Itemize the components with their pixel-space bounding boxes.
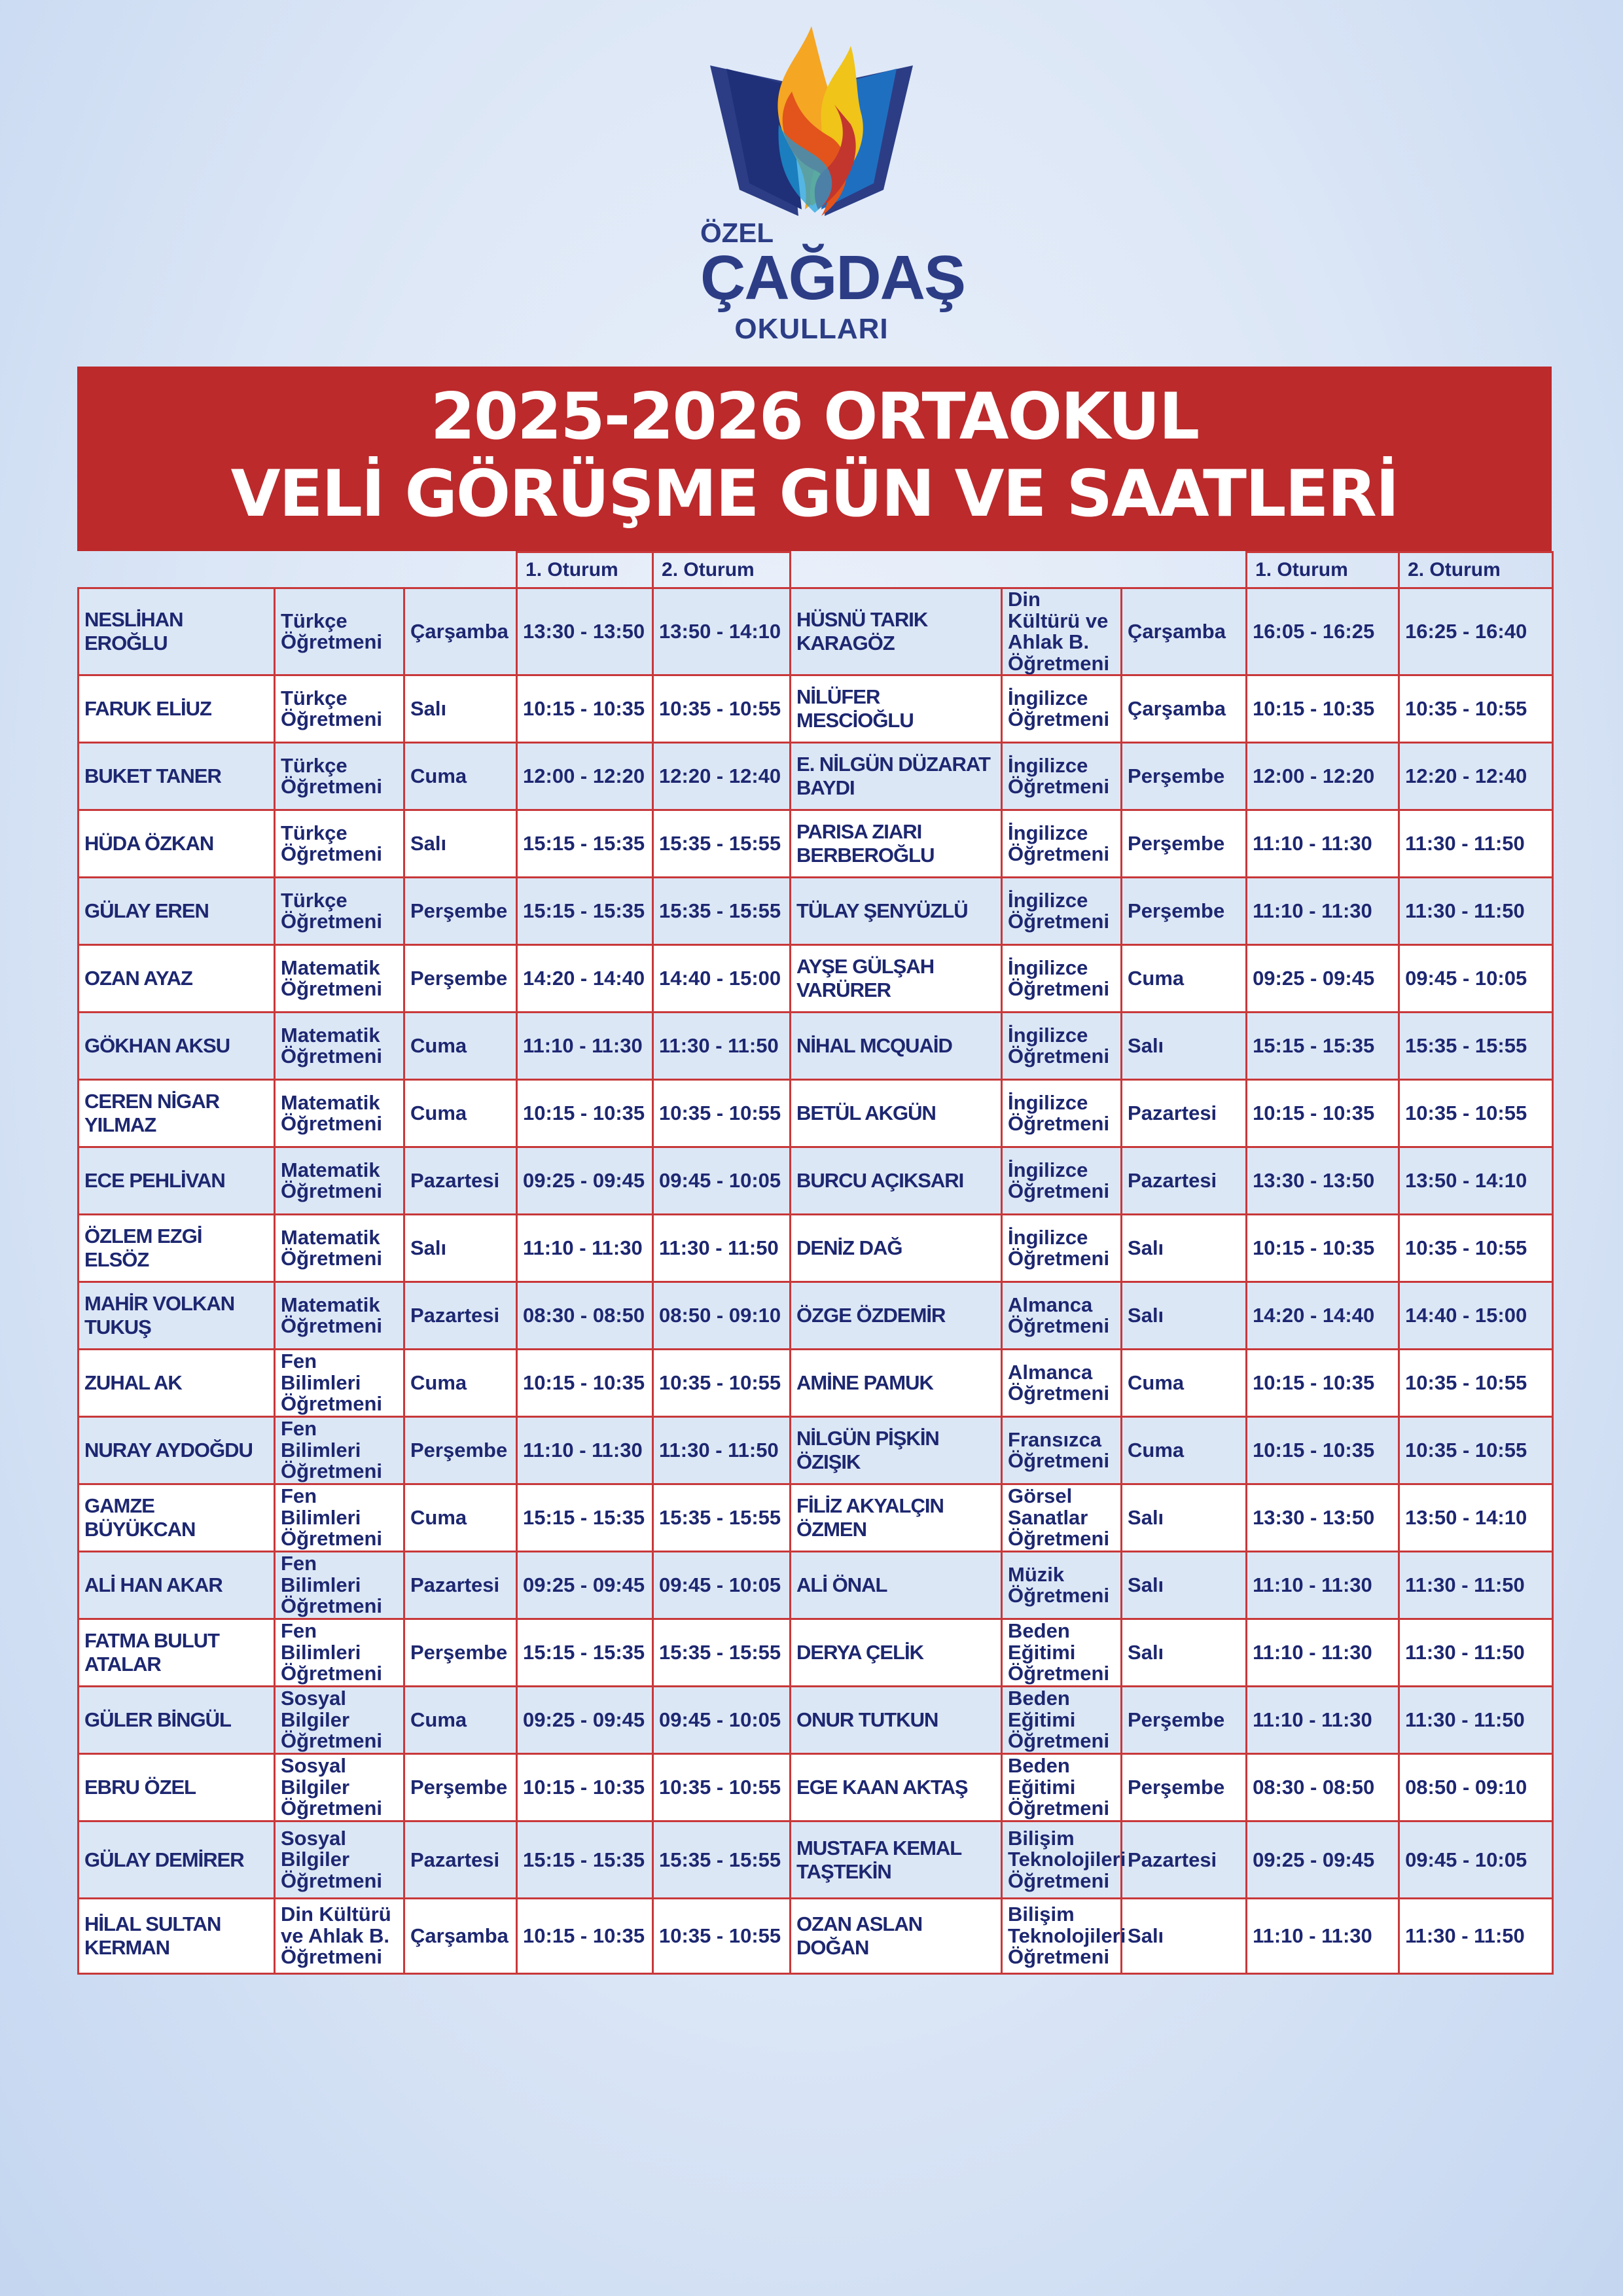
teacher-name: ALİ ÖNAL <box>791 1552 1002 1619</box>
session-1-time: 11:10 - 11:30 <box>1247 1687 1399 1754</box>
meeting-day: Perşembe <box>404 1619 517 1687</box>
session-1-time: 12:00 - 12:20 <box>517 743 653 810</box>
teacher-name: OZAN ASLAN DOĞAN <box>791 1899 1002 1974</box>
teacher-name: NİHAL MCQUAİD <box>791 1013 1002 1080</box>
teacher-branch: İngilizce Öğretmeni <box>1002 1013 1122 1080</box>
teacher-name: NESLİHAN EROĞLU <box>79 588 275 675</box>
session-2-time: 16:25 - 16:40 <box>1399 588 1553 675</box>
meeting-day: Çarşamba <box>1122 675 1247 743</box>
teacher-branch: Din Kültürü ve Ahlak B. Öğretmeni <box>275 1899 404 1974</box>
teacher-branch: Türkçe Öğretmeni <box>275 810 404 878</box>
teacher-branch: Matematik Öğretmeni <box>275 945 404 1013</box>
meeting-day: Perşembe <box>404 945 517 1013</box>
table-row <box>79 1417 1553 1484</box>
teacher-branch: Türkçe Öğretmeni <box>275 743 404 810</box>
teacher-name: ONUR TUTKUN <box>791 1687 1002 1754</box>
session-2-time: 12:20 - 12:40 <box>653 743 791 810</box>
meeting-day: Salı <box>1122 1899 1247 1974</box>
session-2-time: 10:35 - 10:55 <box>1399 1417 1553 1484</box>
teacher-name: EGE KAAN AKTAŞ <box>791 1754 1002 1821</box>
meeting-day: Cuma <box>404 743 517 810</box>
teacher-branch: Fen Bilimleri Öğretmeni <box>275 1552 404 1619</box>
teacher-branch: İngilizce Öğretmeni <box>1002 878 1122 945</box>
session-2-time: 10:35 - 10:55 <box>1399 1080 1553 1147</box>
meeting-day: Salı <box>404 810 517 878</box>
teacher-name: HÜDA ÖZKAN <box>79 810 275 878</box>
table-header-row <box>79 552 1553 588</box>
meeting-day: Cuma <box>1122 1350 1247 1417</box>
table-row <box>79 1687 1553 1754</box>
session-1-time: 09:25 - 09:45 <box>517 1552 653 1619</box>
meeting-day: Cuma <box>404 1484 517 1552</box>
session-1-time: 15:15 - 15:35 <box>517 1619 653 1687</box>
teacher-branch: Bilişim Teknolojileri Öğretmeni <box>1002 1821 1122 1899</box>
teacher-name: HİLAL SULTAN KERMAN <box>79 1899 275 1974</box>
teacher-branch: Fen Bilimleri Öğretmeni <box>275 1417 404 1484</box>
session-1-time: 10:15 - 10:35 <box>1247 1417 1399 1484</box>
teacher-name: E. NİLGÜN DÜZARAT BAYDI <box>791 743 1002 810</box>
meeting-day: Perşembe <box>404 1754 517 1821</box>
table-row <box>79 1215 1553 1282</box>
teacher-branch: İngilizce Öğretmeni <box>1002 743 1122 810</box>
teacher-name: OZAN AYAZ <box>79 945 275 1013</box>
session-1-time: 11:10 - 11:30 <box>517 1215 653 1282</box>
meeting-day: Perşembe <box>1122 1754 1247 1821</box>
teacher-name: EBRU ÖZEL <box>79 1754 275 1821</box>
teacher-branch: Sosyal Bilgiler Öğretmeni <box>275 1687 404 1754</box>
session-1-time: 10:15 - 10:35 <box>1247 1215 1399 1282</box>
teacher-name: MAHİR VOLKAN TUKUŞ <box>79 1282 275 1350</box>
teacher-name: MUSTAFA KEMAL TAŞTEKİN <box>791 1821 1002 1899</box>
book-flame-icon <box>700 20 923 216</box>
teacher-branch: Sosyal Bilgiler Öğretmeni <box>275 1754 404 1821</box>
session-1-time: 13:30 - 13:50 <box>1247 1147 1399 1215</box>
meeting-day: Cuma <box>1122 945 1247 1013</box>
session-1-time: 10:15 - 10:35 <box>1247 675 1399 743</box>
teacher-branch: Türkçe Öğretmeni <box>275 588 404 675</box>
session-2-time: 09:45 - 10:05 <box>653 1147 791 1215</box>
teacher-name: CEREN NİGAR YILMAZ <box>79 1080 275 1147</box>
teacher-branch: Sosyal Bilgiler Öğretmeni <box>275 1821 404 1899</box>
session-2-time: 10:35 - 10:55 <box>653 1080 791 1147</box>
session-2-time: 15:35 - 15:55 <box>653 1619 791 1687</box>
logo-text-cagdas: ÇAĞDAŞ <box>700 243 965 313</box>
meeting-day: Salı <box>1122 1484 1247 1552</box>
session-1-time: 11:10 - 11:30 <box>1247 1552 1399 1619</box>
table-row <box>79 878 1553 945</box>
meeting-day: Çarşamba <box>404 588 517 675</box>
teacher-name: ÖZLEM EZGİ ELSÖZ <box>79 1215 275 1282</box>
meeting-day: Pazartesi <box>1122 1147 1247 1215</box>
teacher-name: GÜLER BİNGÜL <box>79 1687 275 1754</box>
meeting-day: Cuma <box>404 1013 517 1080</box>
session-2-time: 10:35 - 10:55 <box>653 675 791 743</box>
teacher-name: ALİ HAN AKAR <box>79 1552 275 1619</box>
teacher-branch: Türkçe Öğretmeni <box>275 675 404 743</box>
table-row <box>79 810 1553 878</box>
teacher-branch: Beden Eğitimi Öğretmeni <box>1002 1687 1122 1754</box>
meeting-day: Salı <box>404 675 517 743</box>
session-1-time: 11:10 - 11:30 <box>1247 810 1399 878</box>
teacher-branch: Müzik Öğretmeni <box>1002 1552 1122 1619</box>
teacher-branch: İngilizce Öğretmeni <box>1002 945 1122 1013</box>
session-2-time: 13:50 - 14:10 <box>653 588 791 675</box>
session-1-time: 10:15 - 10:35 <box>1247 1350 1399 1417</box>
meeting-day: Pazartesi <box>404 1282 517 1350</box>
session-2-time: 11:30 - 11:50 <box>653 1417 791 1484</box>
meeting-day: Pazartesi <box>404 1552 517 1619</box>
session-2-time: 15:35 - 15:55 <box>653 878 791 945</box>
teacher-name: NİLGÜN PİŞKİN ÖZIŞIK <box>791 1417 1002 1484</box>
meeting-day: Cuma <box>404 1687 517 1754</box>
teacher-branch: Fen Bilimleri Öğretmeni <box>275 1350 404 1417</box>
session-2-time: 14:40 - 15:00 <box>653 945 791 1013</box>
session-1-time: 08:30 - 08:50 <box>517 1282 653 1350</box>
teacher-branch: Beden Eğitimi Öğretmeni <box>1002 1754 1122 1821</box>
session-2-time: 09:45 - 10:05 <box>653 1687 791 1754</box>
meeting-day: Çarşamba <box>1122 588 1247 675</box>
table-row <box>79 1080 1553 1147</box>
meeting-day: Pazartesi <box>404 1147 517 1215</box>
logo-text-okullari: OKULLARI <box>734 313 889 345</box>
session-2-time: 08:50 - 09:10 <box>1399 1754 1553 1821</box>
table-row <box>79 1754 1553 1821</box>
teacher-name: GÖKHAN AKSU <box>79 1013 275 1080</box>
meeting-day: Salı <box>1122 1215 1247 1282</box>
session-2-time: 08:50 - 09:10 <box>653 1282 791 1350</box>
teacher-name: GÜLAY EREN <box>79 878 275 945</box>
teacher-branch: Fen Bilimleri Öğretmeni <box>275 1619 404 1687</box>
title-banner <box>77 367 1552 551</box>
meeting-day: Cuma <box>1122 1417 1247 1484</box>
meeting-day: Salı <box>1122 1552 1247 1619</box>
session-1-time: 10:15 - 10:35 <box>517 1754 653 1821</box>
teacher-name: HÜSNÜ TARIK KARAGÖZ <box>791 588 1002 675</box>
session-1-time: 08:30 - 08:50 <box>1247 1754 1399 1821</box>
table-row <box>79 675 1553 743</box>
header-session-2-left: 2. Oturum <box>653 552 791 588</box>
teacher-branch: Matematik Öğretmeni <box>275 1013 404 1080</box>
session-1-time: 15:15 - 15:35 <box>517 1484 653 1552</box>
session-2-time: 10:35 - 10:55 <box>653 1350 791 1417</box>
table-row <box>79 1484 1553 1552</box>
teacher-name: AMİNE PAMUK <box>791 1350 1002 1417</box>
teacher-branch: İngilizce Öğretmeni <box>1002 675 1122 743</box>
session-2-time: 15:35 - 15:55 <box>653 810 791 878</box>
session-1-time: 10:15 - 10:35 <box>517 675 653 743</box>
session-2-time: 13:50 - 14:10 <box>1399 1147 1553 1215</box>
session-2-time: 11:30 - 11:50 <box>653 1013 791 1080</box>
session-2-time: 09:45 - 10:05 <box>653 1552 791 1619</box>
session-1-time: 10:15 - 10:35 <box>517 1080 653 1147</box>
teacher-name: GAMZE BÜYÜKCAN <box>79 1484 275 1552</box>
teacher-branch: Matematik Öğretmeni <box>275 1080 404 1147</box>
teacher-branch: Matematik Öğretmeni <box>275 1215 404 1282</box>
teacher-name: FİLİZ AKYALÇIN ÖZMEN <box>791 1484 1002 1552</box>
teacher-name: GÜLAY DEMİRER <box>79 1821 275 1899</box>
meeting-day: Perşembe <box>1122 743 1247 810</box>
teacher-branch: İngilizce Öğretmeni <box>1002 1215 1122 1282</box>
teacher-branch: Beden Eğitimi Öğretmeni <box>1002 1619 1122 1687</box>
session-2-time: 11:30 - 11:50 <box>1399 810 1553 878</box>
page-title: 2025-2026 ORTAOKUL <box>430 380 1199 454</box>
teacher-branch: İngilizce Öğretmeni <box>1002 1080 1122 1147</box>
teacher-name: FATMA BULUT ATALAR <box>79 1619 275 1687</box>
school-logo <box>700 20 965 347</box>
meeting-day: Perşembe <box>1122 1687 1247 1754</box>
session-1-time: 14:20 - 14:40 <box>517 945 653 1013</box>
meeting-day: Perşembe <box>1122 878 1247 945</box>
session-2-time: 11:30 - 11:50 <box>1399 1687 1553 1754</box>
session-2-time: 11:30 - 11:50 <box>1399 1899 1553 1974</box>
table-row <box>79 1350 1553 1417</box>
teacher-name: ÖZGE ÖZDEMİR <box>791 1282 1002 1350</box>
session-1-time: 13:30 - 13:50 <box>1247 1484 1399 1552</box>
table-row <box>79 1552 1553 1619</box>
teacher-branch: Fen Bilimleri Öğretmeni <box>275 1484 404 1552</box>
teacher-branch: Almanca Öğretmeni <box>1002 1282 1122 1350</box>
session-2-time: 14:40 - 15:00 <box>1399 1282 1553 1350</box>
table-row <box>79 1899 1553 1974</box>
teacher-name: AYŞE GÜLŞAH VARÜRER <box>791 945 1002 1013</box>
session-1-time: 15:15 - 15:35 <box>517 878 653 945</box>
session-2-time: 10:35 - 10:55 <box>1399 675 1553 743</box>
session-1-time: 11:10 - 11:30 <box>1247 878 1399 945</box>
session-2-time: 10:35 - 10:55 <box>653 1754 791 1821</box>
teacher-name: BURCU AÇIKSARI <box>791 1147 1002 1215</box>
meeting-day: Perşembe <box>404 1417 517 1484</box>
teacher-name: DENİZ DAĞ <box>791 1215 1002 1282</box>
teacher-branch: Türkçe Öğretmeni <box>275 878 404 945</box>
teacher-branch: Bilişim Teknolojileri Öğretmeni <box>1002 1899 1122 1974</box>
table-row <box>79 743 1553 810</box>
teacher-name: ECE PEHLİVAN <box>79 1147 275 1215</box>
table-row <box>79 588 1553 675</box>
session-1-time: 15:15 - 15:35 <box>1247 1013 1399 1080</box>
meeting-day: Cuma <box>404 1350 517 1417</box>
meeting-day: Salı <box>1122 1282 1247 1350</box>
meeting-day: Salı <box>1122 1013 1247 1080</box>
teacher-branch: Görsel Sanatlar Öğretmeni <box>1002 1484 1122 1552</box>
header-session-2-right: 2. Oturum <box>1399 552 1553 588</box>
session-1-time: 12:00 - 12:20 <box>1247 743 1399 810</box>
teacher-name: NURAY AYDOĞDU <box>79 1417 275 1484</box>
table-row <box>79 1013 1553 1080</box>
session-1-time: 10:15 - 10:35 <box>517 1350 653 1417</box>
session-1-time: 15:15 - 15:35 <box>517 810 653 878</box>
teacher-branch: Din Kültürü ve Ahlak B. Öğretmeni <box>1002 588 1122 675</box>
table-row <box>79 1282 1553 1350</box>
meeting-day: Pazartesi <box>404 1821 517 1899</box>
header-session-1-left: 1. Oturum <box>517 552 653 588</box>
meeting-day: Perşembe <box>404 878 517 945</box>
session-1-time: 14:20 - 14:40 <box>1247 1282 1399 1350</box>
teacher-name: TÜLAY ŞENYÜZLÜ <box>791 878 1002 945</box>
teacher-branch: Almanca Öğretmeni <box>1002 1350 1122 1417</box>
meeting-day: Pazartesi <box>1122 1080 1247 1147</box>
teacher-branch: Matematik Öğretmeni <box>275 1147 404 1215</box>
session-2-time: 15:35 - 15:55 <box>653 1484 791 1552</box>
session-2-time: 10:35 - 10:55 <box>653 1899 791 1974</box>
session-1-time: 09:25 - 09:45 <box>1247 945 1399 1013</box>
meeting-day: Salı <box>1122 1619 1247 1687</box>
teacher-name: ZUHAL AK <box>79 1350 275 1417</box>
teacher-branch: İngilizce Öğretmeni <box>1002 810 1122 878</box>
teacher-name: BETÜL AKGÜN <box>791 1080 1002 1147</box>
session-2-time: 11:30 - 11:50 <box>653 1215 791 1282</box>
session-2-time: 15:35 - 15:55 <box>1399 1013 1553 1080</box>
schedule-table <box>77 551 1554 1975</box>
session-1-time: 16:05 - 16:25 <box>1247 588 1399 675</box>
session-1-time: 09:25 - 09:45 <box>517 1147 653 1215</box>
teacher-branch: Matematik Öğretmeni <box>275 1282 404 1350</box>
logo-text-ozel: ÖZEL <box>700 217 774 248</box>
session-1-time: 11:10 - 11:30 <box>517 1013 653 1080</box>
session-2-time: 09:45 - 10:05 <box>1399 1821 1553 1899</box>
session-2-time: 11:30 - 11:50 <box>1399 1619 1553 1687</box>
meeting-day: Cuma <box>404 1080 517 1147</box>
session-2-time: 15:35 - 15:55 <box>653 1821 791 1899</box>
session-2-time: 13:50 - 14:10 <box>1399 1484 1553 1552</box>
table-row <box>79 945 1553 1013</box>
session-1-time: 11:10 - 11:30 <box>1247 1619 1399 1687</box>
session-1-time: 11:10 - 11:30 <box>1247 1899 1399 1974</box>
table-row <box>79 1821 1553 1899</box>
table-row <box>79 1619 1553 1687</box>
session-1-time: 15:15 - 15:35 <box>517 1821 653 1899</box>
meeting-day: Çarşamba <box>404 1899 517 1974</box>
teacher-name: PARISA ZIARI BERBEROĞLU <box>791 810 1002 878</box>
teacher-name: DERYA ÇELİK <box>791 1619 1002 1687</box>
meeting-day: Pazartesi <box>1122 1821 1247 1899</box>
teacher-name: NİLÜFER MESCİOĞLU <box>791 675 1002 743</box>
table-row <box>79 1147 1553 1215</box>
session-1-time: 10:15 - 10:35 <box>1247 1080 1399 1147</box>
meeting-day: Salı <box>404 1215 517 1282</box>
session-1-time: 09:25 - 09:45 <box>1247 1821 1399 1899</box>
session-2-time: 12:20 - 12:40 <box>1399 743 1553 810</box>
meeting-day: Perşembe <box>1122 810 1247 878</box>
session-2-time: 10:35 - 10:55 <box>1399 1350 1553 1417</box>
session-2-time: 11:30 - 11:50 <box>1399 878 1553 945</box>
session-2-time: 09:45 - 10:05 <box>1399 945 1553 1013</box>
session-1-time: 09:25 - 09:45 <box>517 1687 653 1754</box>
teacher-name: FARUK ELİUZ <box>79 675 275 743</box>
session-2-time: 10:35 - 10:55 <box>1399 1215 1553 1282</box>
session-1-time: 13:30 - 13:50 <box>517 588 653 675</box>
session-1-time: 10:15 - 10:35 <box>517 1899 653 1974</box>
session-1-time: 11:10 - 11:30 <box>517 1417 653 1484</box>
page-subtitle: VELİ GÖRÜŞME GÜN VE SAATLERİ <box>230 457 1399 531</box>
header-session-1-right: 1. Oturum <box>1247 552 1399 588</box>
teacher-branch: Fransızca Öğretmeni <box>1002 1417 1122 1484</box>
session-2-time: 11:30 - 11:50 <box>1399 1552 1553 1619</box>
teacher-name: BUKET TANER <box>79 743 275 810</box>
teacher-branch: İngilizce Öğretmeni <box>1002 1147 1122 1215</box>
